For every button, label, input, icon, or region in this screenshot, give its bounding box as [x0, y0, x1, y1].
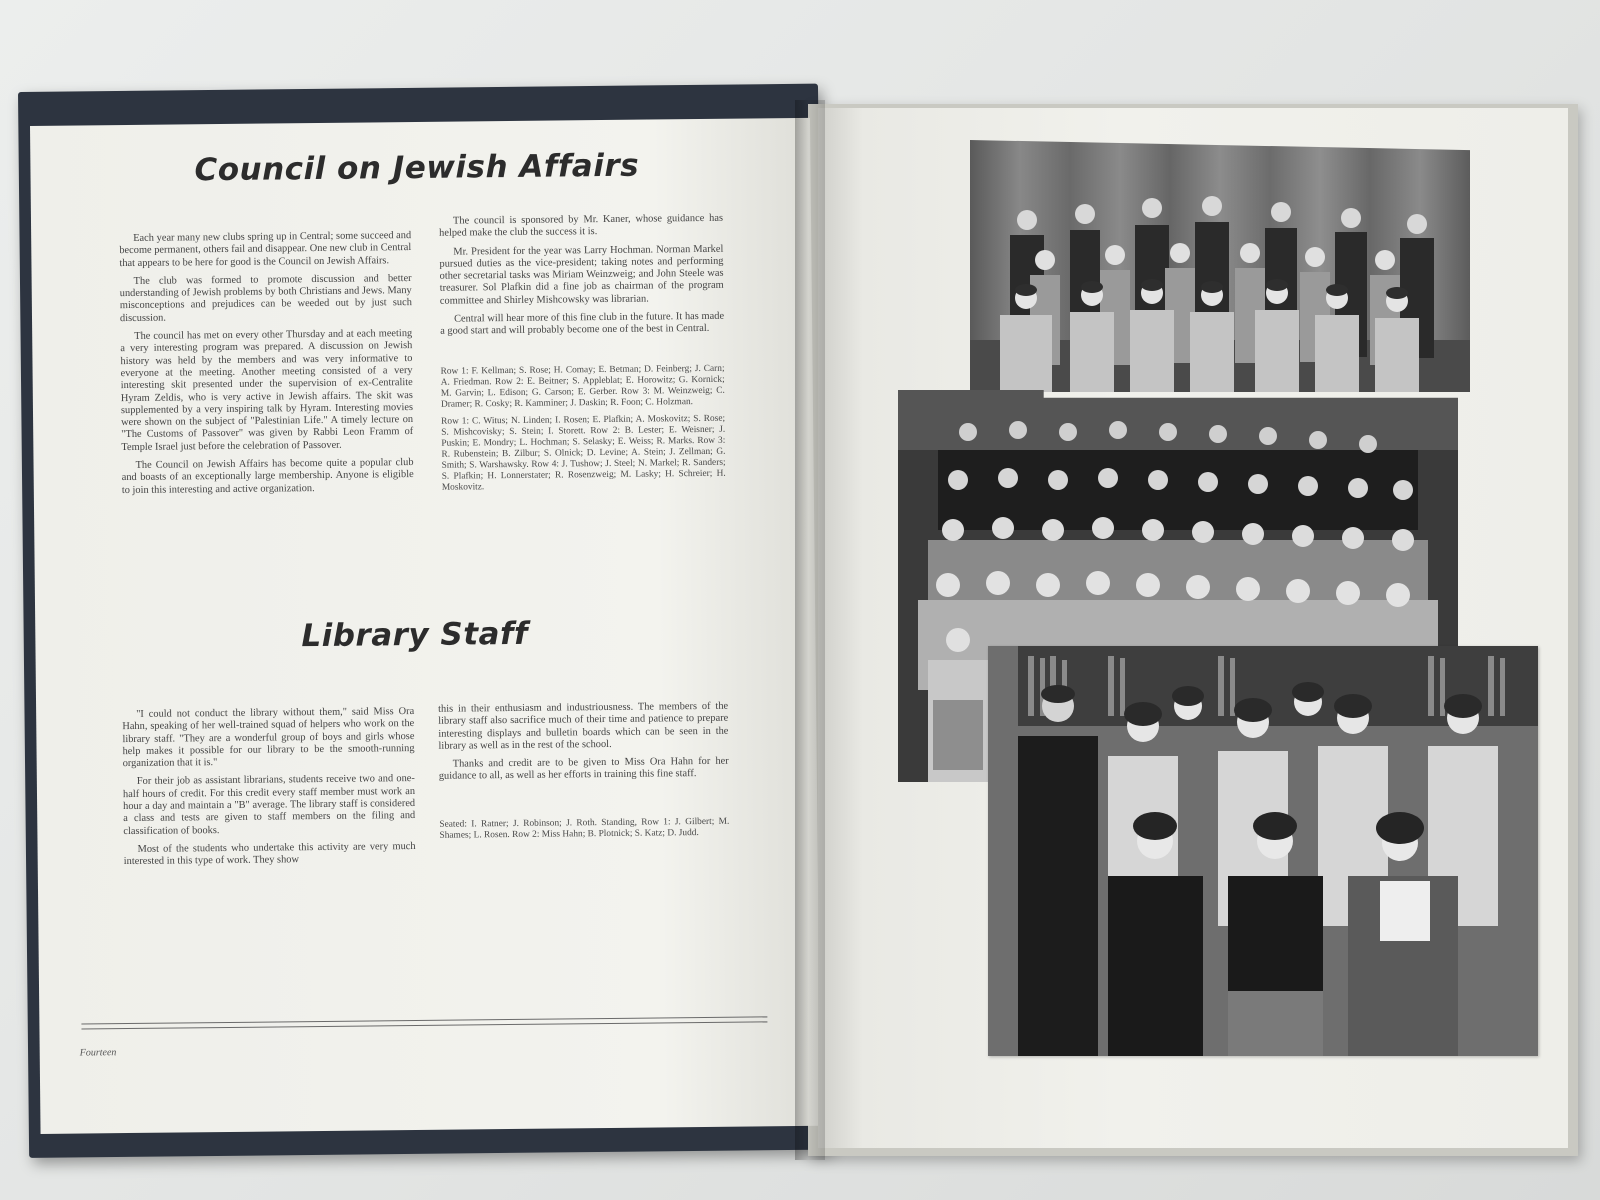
spacer — [440, 341, 724, 366]
page-number: Fourteen — [79, 1047, 117, 1059]
paragraph: Thanks and credit are to be given to Miss Ora Hahn for her guidance to all, as well as her efforts in training this fine staff. — [438, 755, 729, 783]
council-column-2 — [439, 213, 726, 500]
footer-rule — [81, 1016, 767, 1029]
council-caption-1: Row 1: F. Kellman; S. Rose; H. Comay; E. Betman; D. Feinberg; J. Carn; A. Friedman. Row 2: E. Beitner; S. Appleblat; E. Horowitz; G. Kornick; M. Garvin; L. Edison; G. Carson; E. Gerber. Row 3: M. Weinzweig; C. Dramer; R. Cosky; R. Kamminer; J. Daskin; R. Foon; C. Holzman. — [440, 363, 725, 410]
library-heading: Library Staff — [301, 615, 529, 655]
paragraph: "I could not conduct the library without them," said Miss Ora Hahn, speaking of her well-trained squad of helpers who work on the library staff. "They are a wonderful group of boys and girls whose help makes it possible for our library to be the smooth-running organization that it is." — [122, 706, 415, 770]
paragraph: For their job as assistant librarians, students receive two and one-half hours of credit. For this credit every staff member must work an hour a day and maintain a "B" average. The library staff is considered a class and tests are given to staff members on the filing and classification of books. — [122, 773, 416, 837]
group-photo-1 — [970, 140, 1470, 392]
paragraph: Central will hear more of this fine club in the future. It has made a good start and will probably become one of the best in Central. — [440, 310, 725, 338]
library-column-1 — [122, 706, 416, 875]
library-caption: Seated: I. Ratner; J. Robinson; J. Roth. Standing, Row 1: J. Gilbert; M. Shames; L. Rosen. Row 2: Miss Hahn; B. Plotnick; S. Katz; D. Judd. — [439, 816, 730, 841]
paragraph: The Council on Jewish Affairs has become quite a popular club and boasts of an exceptionally large membership. Anyone is eligible to join this interesting and active organization. — [121, 457, 414, 496]
paragraph: The club was formed to promote discussion and better understanding of Jewish problems by both Christians and Jews. Many misconceptions and prejudices can be weeded out by just such discussion. — [119, 272, 412, 324]
council-caption-2: Row 1: C. Witus; N. Linden; I. Rosen; E. Plafkin; A. Moskovitz; S. Rose; S. Mishcovisky; S. Stein; I. Storett. Row 2: B. Lester; E. Weisner; J. Puskin; E. Mondry; L. Hochman; S. Selasky; E. Weiss; R. Marks. Row 3: R. Rubenstein; B. Zilbur; S. Olnick; D. Levine; A. Stein; J. Zellman; G. Smith; S. Warshawsky. Row 4: J. Tushow; J. Steel; N. Markel; R. Sanders; S. Plafkin; H. Lonnerstater; R. Rosenzweig; M. Lasky; H. Schreier; H. Moskovitz. — [441, 413, 726, 493]
spacer — [439, 786, 729, 819]
left-page — [30, 118, 821, 1134]
paragraph: Mr. President for the year was Larry Hochman. Norman Markel pursued duties as the vice-president; taking notes and performing other secretarial tasks was Miriam Weinzweig; and John Steele was treasurer. Sol Plafkin did a fine job as chairman of the program committee and Shirley Mishcowsky was librarian. — [439, 243, 724, 307]
paragraph: The council has met on every other Thursday and at each meeting a very interesting program was prepared. A discussion on Jewish history was held by the members and was very informative to everyone at the meeting. Another meeting consisted of a very interesting skit presented under the supervision of ex-Centralite Hyram Zeldis, who is very active in Jewish affairs. The skit was supplemented by a very inspiring talk by Hyram. Interesting movies were shown on the subject of "Palestinian Life." A timely lecture on "The Customs of Passover" was given by Rabbi Leon Framm of Temple Israel just before the celebration of Passover. — [120, 328, 414, 453]
paragraph: this in their enthusiasm and industriousness. The members of the library staff also sacrifice much of their time and patience to prepare interesting displays and bulletin boards which can be seen in the library as well as in the rest of the school. — [438, 700, 729, 752]
council-heading: Council on Jewish Affairs — [194, 147, 640, 189]
paragraph: The council is sponsored by Mr. Kaner, whose guidance has helped make the club the success it is. — [439, 212, 724, 240]
library-column-2 — [438, 701, 729, 848]
library-staff-photo — [988, 646, 1538, 1056]
book-gutter — [795, 100, 825, 1160]
council-column-1 — [119, 230, 414, 503]
paragraph: Most of the students who undertake this activity are very much interested in this type of work. They show — [123, 840, 416, 868]
paragraph: Each year many new clubs spring up in Central; some succeed and become permanent, others fail and disappear. One new club in Central that appears to be here for good is the Council on Jewish Affairs. — [119, 230, 412, 269]
